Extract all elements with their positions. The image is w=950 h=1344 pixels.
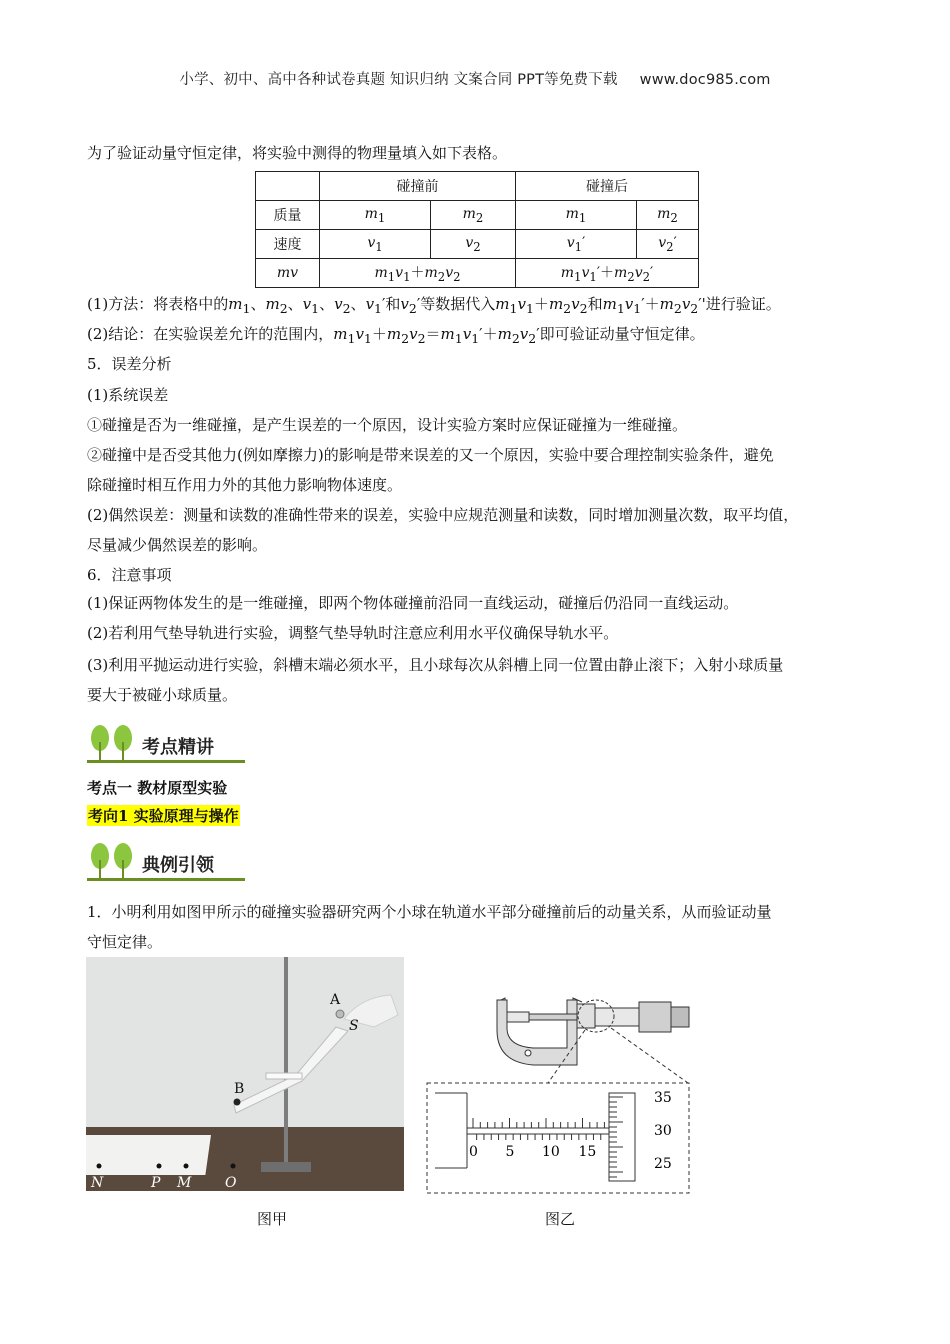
label-S: S — [349, 1018, 359, 1034]
header-text: 小学、初中、高中各种试卷真题 知识归纳 文案合同 PPT等免费下载 — [179, 72, 618, 88]
label-P: P — [151, 1175, 161, 1191]
note-2: (2)若利用气垫导轨进行实验，调整气垫导轨时注意应利用水平仪确保导轨水平。 — [87, 624, 619, 642]
question-1b: 守恒定律。 — [87, 933, 163, 951]
banner-dianli — [87, 838, 247, 884]
method-line: (1)方法：将表格中的$m_1$、$m_2$、$v_1$、$v_2$、$v_1'$和$v_2'$等数据代入$m_1v_1+m_2v_2$和$m_1v_1'+m_2v_2''$进行验证。 — [87, 295, 781, 316]
note-1: (1)保证两物体发生的是一维碰撞，即两个物体碰撞前沿同一直线运动，碰撞后仍沿同一直线运动。 — [87, 594, 739, 612]
main-tick-label: 0 — [469, 1144, 478, 1160]
sys-1: ①碰撞是否为一维碰撞，是产生误差的一个原因，设计实验方案时应保证碰撞为一维碰撞。 — [87, 416, 688, 434]
note-3b: 要大于被碰小球质量。 — [87, 686, 238, 704]
sys-2a: ②碰撞中是否受其他力(例如摩擦力)的影响是带来误差的又一个原因，实验中要合理控制实验条件，避免 — [87, 446, 774, 464]
caption-jia: 图甲 — [257, 1210, 288, 1228]
banner1-text: 考点精讲 — [142, 737, 214, 758]
th-after: 碰撞后 — [516, 172, 699, 201]
main-tick-label: 5 — [505, 1144, 515, 1160]
label-N: N — [91, 1175, 104, 1191]
label-O: O — [225, 1175, 237, 1191]
header-site[interactable]: www.doc985.com — [639, 72, 771, 88]
thimble-tick-label: 30 — [654, 1123, 672, 1139]
row-mv-label: mv — [256, 259, 320, 288]
cell-m2: $m_2$ — [431, 201, 516, 230]
conclusion-line: (2)结论：在实验误差允许的范围内，$m_1v_1+m_2v_2=m_1v_1'+m_2v_2'$即可验证动量守恒定律。 — [87, 325, 705, 346]
section-title: 考点一 教材原型实验 — [87, 779, 228, 797]
figure-jia-photo — [86, 957, 404, 1191]
main-tick-label: 15 — [578, 1144, 597, 1160]
cell-v2p: $v_2'$ — [637, 230, 699, 259]
cell-mv-before: $m_1v_1+m_2v_2$ — [320, 259, 516, 288]
page-header — [0, 68, 950, 89]
caption-yi: 图乙 — [545, 1210, 576, 1228]
highlight-title: 考向1 实验原理与操作 — [88, 807, 239, 825]
label-A: A — [330, 992, 341, 1008]
data-table — [255, 171, 699, 288]
row-mass-label: 质量 — [256, 201, 320, 230]
sys-title: (1)系统误差 — [87, 386, 169, 404]
sys-2b: 除碰撞时相互作用力外的其他力影响物体速度。 — [87, 476, 403, 494]
intro-text: 为了验证动量守恒定律，将实验中测得的物理量填入如下表格。 — [87, 144, 508, 162]
note-title: 6．注意事项 — [87, 566, 172, 584]
figure-yi-micrometer — [425, 990, 693, 1200]
rand-a: (2)偶然误差：测量和读数的准确性带来的误差，实验中应规范测量和读数，同时增加测量次数，取平均值， — [87, 506, 799, 524]
cell-m1: $m_1$ — [320, 201, 431, 230]
cell-mv-after: $m_1v_1'+m_2v_2'$ — [516, 259, 699, 288]
note-3a: (3)利用平抛运动进行实验，斜槽末端必须水平，且小球每次从斜槽上同一位置由静止滚下；入射小球质量 — [87, 656, 784, 674]
cell-v1: $v_1$ — [320, 230, 431, 259]
th-before: 碰撞前 — [320, 172, 516, 201]
banner2-text: 典例引领 — [142, 855, 214, 876]
label-B: B — [234, 1081, 245, 1097]
main-scale — [469, 1118, 604, 1160]
main-tick-label: 10 — [542, 1144, 560, 1160]
rand-b: 尽量减少偶然误差的影响。 — [87, 536, 268, 554]
question-1a: 1．小明利用如图甲所示的碰撞实验器研究两个小球在轨道水平部分碰撞前后的动量关系，从而验证动量 — [87, 903, 772, 921]
err-title: 5．误差分析 — [87, 355, 172, 373]
label-M: M — [177, 1175, 192, 1191]
thimble-tick-label: 35 — [654, 1090, 672, 1106]
cell-v1p: $v_1'$ — [516, 230, 637, 259]
banner-kaodian — [87, 720, 247, 766]
row-velocity-label: 速度 — [256, 230, 320, 259]
thimble-tick-label: 25 — [654, 1156, 672, 1172]
cell-m2-after: $m_2$ — [637, 201, 699, 230]
cell-m1-after: $m_1$ — [516, 201, 637, 230]
cell-v2: $v_2$ — [431, 230, 516, 259]
